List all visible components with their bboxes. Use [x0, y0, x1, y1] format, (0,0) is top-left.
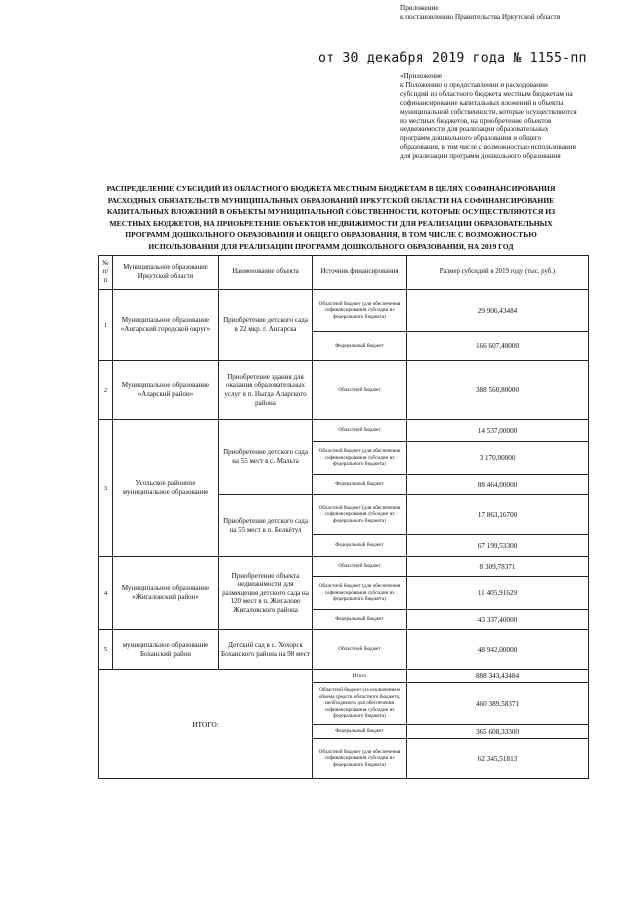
row-source: Областной бюджет — [313, 420, 407, 442]
appendix-line: из местных бюджетов, на приобретение объектов — [400, 116, 552, 125]
header-source: Источник финансирования — [313, 256, 407, 290]
row-source: Областной бюджет — [313, 361, 407, 420]
header-appendix-label: Приложение — [400, 4, 439, 12]
row-source: Областной бюджет — [313, 557, 407, 577]
total-amount: 62 345,51813 — [407, 739, 589, 779]
row-source: Федеральный бюджет — [313, 535, 407, 557]
appendix-line: недвижимости для реализации образовательных — [400, 125, 549, 134]
row-municipality: Муниципальное образование «Жигаловский район» — [113, 557, 219, 630]
row-amount: 67 199,53300 — [407, 535, 589, 557]
row-source: Областной бюджет (для обеспечения софинансирования субсидии из федерального бюджета) — [313, 495, 407, 535]
row-num: 2 — [99, 361, 113, 420]
row-num: 3 — [99, 420, 113, 557]
row-amount: 29 906,43484 — [407, 290, 589, 332]
total-source: Областной бюджет (за исключением объема средств областного бюджета, необходимого для обеспечения софинансирования субсидии из федерального бюджета) — [313, 683, 407, 725]
row-source: Областной бюджет (для обеспечения софинансирования субсидии из федерального бюджета) — [313, 442, 407, 475]
header-date-line: от 30 декабря 2019 года № 1155-пп — [318, 51, 587, 66]
row-amount: 3 170,00000 — [407, 442, 589, 475]
document-title: РАСПРЕДЕЛЕНИЕ СУБСИДИЙ ИЗ ОБЛАСТНОГО БЮДЖЕТА МЕСТНЫМ БЮДЖЕТАМ В ЦЕЛЯХ СОФИНАНСИРОВАНИЯ РАСХОДНЫХ ОБЯЗАТЕЛЬСТВ МУНИЦИПАЛЬНЫХ ОБРАЗОВАНИЙ ИРКУТСКОЙ ОБЛАСТИ НА СОФИНАНСИРОВАНИЕ КАПИТАЛЬНЫХ ВЛОЖЕНИЙ В ОБЪЕКТЫ МУНИЦИПАЛЬНОЙ СОБСТВЕННОСТИ, КОТОРЫЕ ОСУЩЕСТВЛЯЮТСЯ ИЗ МЕСТНЫХ БЮДЖЕТОВ, НА ПРИОБРЕТЕНИЕ ОБЪЕКТОВ НЕДВИЖИМОСТИ ДЛЯ РЕАЛИЗАЦИИ ОБРАЗОВАТЕЛЬНЫХ ПРОГРАММ ДОШКОЛЬНОГО ОБРАЗОВАНИЯ И ОБЩЕГО ОБРАЗОВАНИЯ, В ТОМ ЧИСЛЕ С ВОЗМОЖНОСТЬЮ ИСПОЛЬЗОВАНИЯ ДЛЯ РЕАЛИЗАЦИИ ПРОГРАММ ДОШКОЛЬНОГО ОБРАЗОВАНИЯ, НА 2019 ГОД — [106, 184, 556, 251]
appendix-block — [400, 72, 577, 161]
total-source: Федеральный бюджет — [313, 725, 407, 739]
row-source: Федеральный бюджет — [313, 610, 407, 630]
appendix-line: программ дошкольного образования и общего — [400, 134, 542, 143]
total-label: ИТОГО: — [99, 670, 313, 779]
row-object: Приобретение детского сада на 55 мест в с. Мальта — [219, 420, 313, 495]
table-row — [99, 290, 589, 332]
row-municipality: Муниципальное образование «Аларский район» — [113, 361, 219, 420]
row-object: Приобретение детского сада на 55 мест в п. Белкéтул — [219, 495, 313, 557]
total-row — [99, 670, 589, 683]
table-row — [99, 361, 589, 420]
row-amount: 11 405,91629 — [407, 577, 589, 610]
total-amount: 365 608,33300 — [407, 725, 589, 739]
row-num: 4 — [99, 557, 113, 630]
row-object: Детский сад в с. Хохорск Боханского района на 98 мест — [219, 630, 313, 670]
row-source: Федеральный бюджет — [313, 475, 407, 495]
appendix-line: к Положению о предоставлении и расходовании — [400, 80, 548, 89]
row-num: 1 — [99, 290, 113, 361]
header-resolution-line: к постановлению Правительства Иркутской области — [400, 13, 561, 21]
table-header-row — [99, 256, 589, 290]
row-object: Приобретение объекта недвижимости для размещения детского сада на 120 мест в п. Жигалово Жигаловского района — [219, 557, 313, 630]
row-amount: 8 309,78371 — [407, 557, 589, 577]
row-municipality: муниципальное образование Боханский район — [113, 630, 219, 670]
header-municipality: Муниципальное образование Иркутской области — [113, 256, 219, 290]
total-source: Итого — [313, 670, 407, 683]
table-row — [99, 420, 589, 442]
row-object: Приобретение детского сада в 22 мкр. г. Ангарска — [219, 290, 313, 361]
appendix-line: субсидий из областного бюджета местным бюджетам на — [400, 89, 573, 98]
header-amount: Размер субсидий в 2019 году (тыс. руб.) — [407, 256, 589, 290]
appendix-line: софинансирование капитальных вложений в объекты — [400, 98, 564, 107]
table-row — [99, 557, 589, 577]
row-amount: 43 337,40000 — [407, 610, 589, 630]
table-row — [99, 630, 589, 670]
row-source: Областной бюджет (для обеспечения софинансирования субсидии из федерального бюджета) — [313, 290, 407, 332]
row-source: Областной бюджет (для обеспечения софинансирования субсидии из федерального бюджета) — [313, 577, 407, 610]
row-object: Приобретение здания для оказания образовательных услуг в п. Ныгда Аларского района — [219, 361, 313, 420]
appendix-line: муниципальной собственности, которые осуществляются — [400, 107, 577, 116]
row-amount: 88 464,00000 — [407, 475, 589, 495]
total-amount: 460 389,58371 — [407, 683, 589, 725]
row-amount: 48 942,00000 — [407, 630, 589, 670]
header-object: Наименование объекта — [219, 256, 313, 290]
row-municipality: Муниципальное образование «Ангарский городской округ» — [113, 290, 219, 361]
row-amount: 17 863,16700 — [407, 495, 589, 535]
appendix-line: образования, в том числе с возможностью использования — [400, 143, 576, 152]
row-source: Областной бюджет — [313, 630, 407, 670]
total-amount: 888 343,43484 — [407, 670, 589, 683]
row-source: Федеральный бюджет — [313, 332, 407, 361]
row-amount: 388 560,80000 — [407, 361, 589, 420]
appendix-line: для реализации программ дошкольного образования — [400, 152, 561, 161]
subsidy-table — [98, 255, 589, 779]
header-num: № п/п — [99, 256, 113, 290]
row-num: 5 — [99, 630, 113, 670]
row-amount: 166 607,40000 — [407, 332, 589, 361]
row-amount: 14 537,00000 — [407, 420, 589, 442]
row-municipality: Усольское районное муниципальное образование — [113, 420, 219, 557]
total-source: Областной бюджет (для обеспечения софинансирования субсидии из федерального бюджета) — [313, 739, 407, 779]
appendix-line: «Приложение — [400, 72, 443, 80]
